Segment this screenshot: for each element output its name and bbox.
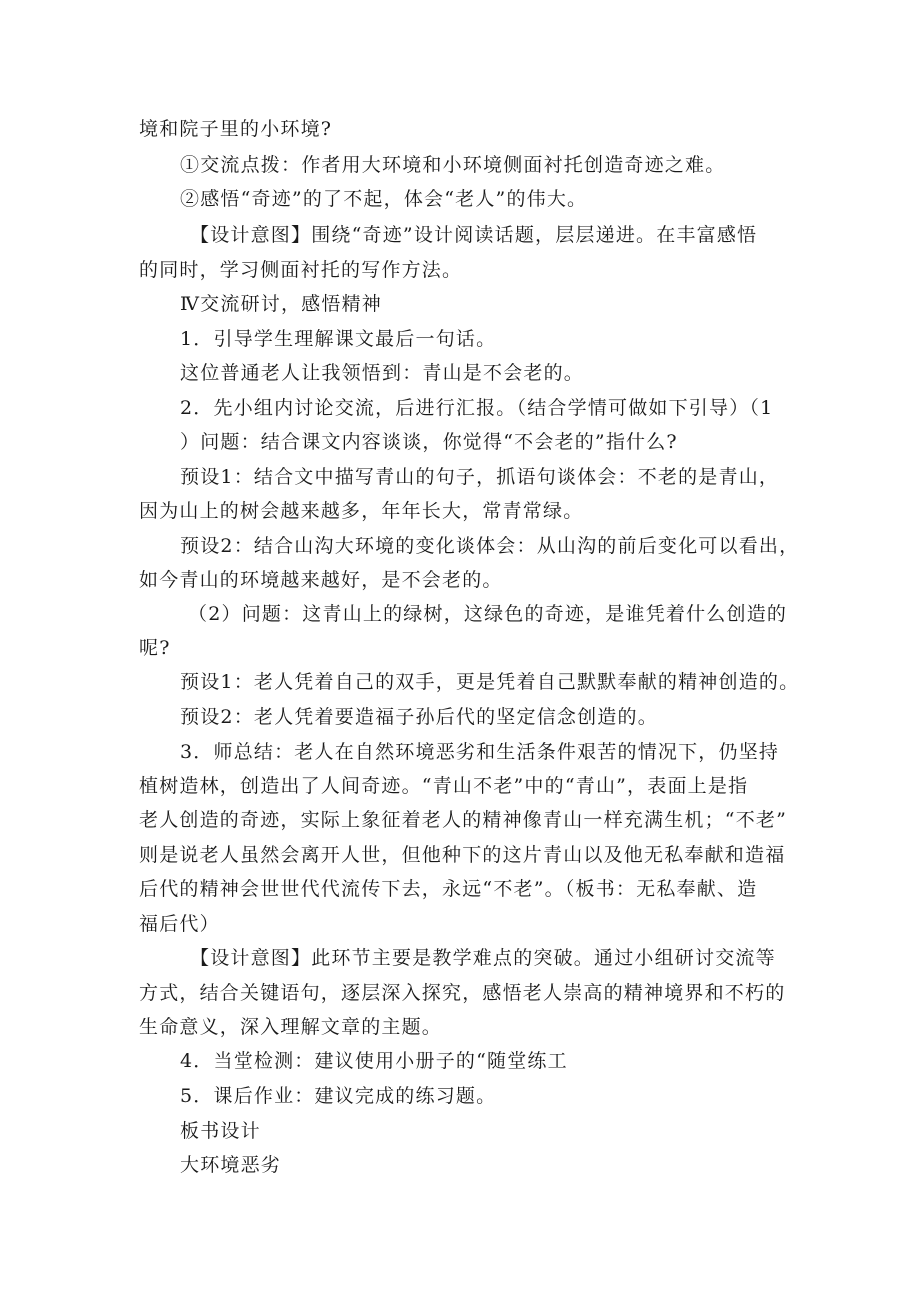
text-line: 3．师总结：老人在自然环境恶劣和生活条件艰苦的情况下，仍坚持: [180, 741, 780, 763]
text-line: 大环境恶劣: [180, 1154, 282, 1176]
text-line: ①交流点拨：作者用大环境和小环境侧面衬托创造奇迹之难。: [180, 154, 726, 176]
section-heading: 板书设计: [180, 1120, 261, 1142]
text-line: 老人创造的奇迹，实际上象征着老人的精神像青山一样充满生机；“不老”: [139, 809, 788, 831]
text-line: 生命意义，深入理解文章的主题。: [139, 1016, 443, 1038]
section-heading: Ⅳ交流研讨，感悟精神: [180, 293, 382, 315]
text-line: 2．先小组内讨论交流，后进行汇报。（结合学情可做如下引导）（1: [180, 397, 774, 419]
text-line: 呢?: [139, 637, 171, 659]
text-line: 植树造林，创造出了人间奇迹。“青山不老”中的“青山”，表面上是指: [139, 775, 749, 797]
text-line: 因为山上的树会越来越多，年年长大，常青常绿。: [139, 500, 584, 522]
text-line: 这位普通老人让我领悟到：青山是不会老的。: [180, 362, 585, 384]
text-line: ②感悟“奇迹”的了不起，体会“老人”的伟大。: [180, 188, 588, 210]
text-line: 境和院子里的小环境?: [139, 118, 333, 140]
text-line: 的同时，学习侧面衬托的写作方法。: [139, 259, 463, 281]
text-line: 1．引导学生理解课文最后一句话。: [180, 328, 497, 350]
text-line: 则是说老人虽然会离开人世，但他种下的这片青山以及他无私奉献和造福: [139, 844, 786, 866]
text-line: 【设计意图】围绕“奇迹”设计阅读话题，层层递进。在丰富感悟: [190, 224, 758, 246]
text-line: 方式，结合关键语句，逐层深入探究，感悟老人崇高的精神境界和不朽的: [139, 982, 786, 1004]
text-line: 预设2：老人凭着要造福子孙后代的坚定信念创造的。: [180, 706, 658, 728]
text-line: 福后代）: [139, 913, 220, 935]
text-line: ）问题：结合课文内容谈谈，你觉得“不会老的”指什么?: [180, 431, 678, 453]
text-line: 预设1：老人凭着自己的双手，更是凭着自己默默奉献的精神创造的。: [180, 671, 800, 693]
text-line: 预设2：结合山沟大环境的变化谈体会：从山沟的前后变化可以看出，: [180, 535, 800, 557]
text-line: 【设计意图】此环节主要是教学难点的突破。通过小组研讨交流等: [190, 947, 776, 969]
text-line: 4．当堂检测：建议使用小册子的“随堂练工: [180, 1050, 568, 1072]
text-line: （2）问题：这青山上的绿树，这绿色的奇迹，是谁凭着什么创造的: [188, 603, 788, 625]
text-line: 5．课后作业：建议完成的练习题。: [180, 1085, 497, 1107]
text-line: 后代的精神会世世代代流传下去，永远“不老”。（板书：无私奉献、造: [139, 878, 758, 900]
text-line: 如今青山的环境越来越好，是不会老的。: [139, 569, 503, 591]
text-line: 预设1：结合文中描写青山的句子，抓语句谈体会：不老的是青山，: [180, 466, 780, 488]
